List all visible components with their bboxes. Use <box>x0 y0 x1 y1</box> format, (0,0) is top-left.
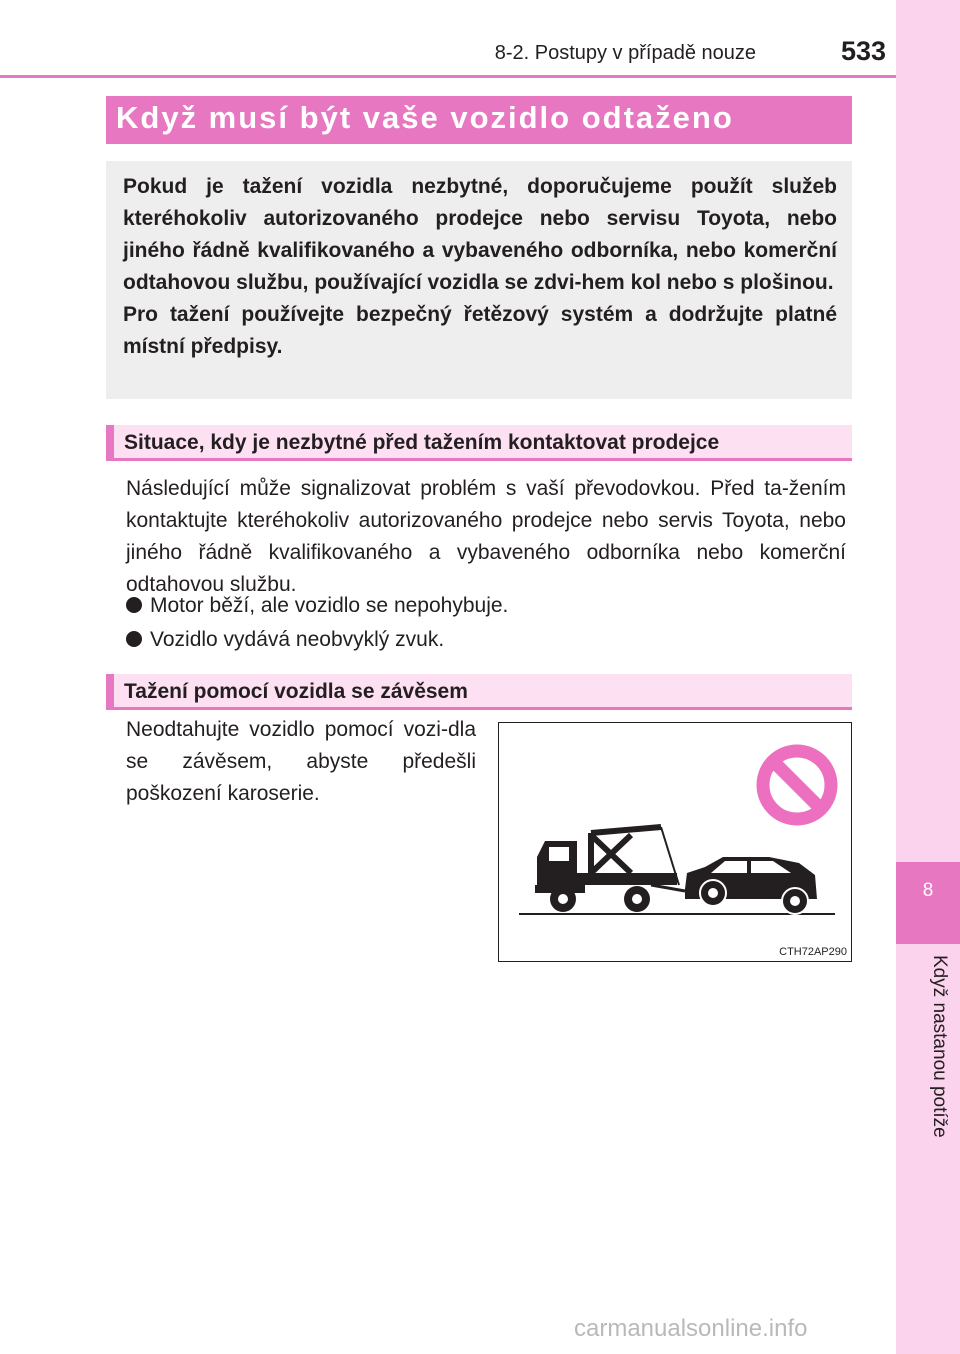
intro-paragraph-1: Pokud je tažení vozidla nezbytné, doporučujeme použít služeb kteréhokoliv autorizovaného prodejce nebo servisu Toyota, nebo jiného řádně kvalifikovaného a vybaveného odborníka, nebo komerční odtahovou službu, používající vozidla se zdvi-hem kol nebo s plošinou. <box>123 175 837 294</box>
header-divider <box>0 75 896 78</box>
section1-paragraph: Následující může signalizovat problém s vaší převodovkou. Před ta-žením kontaktujte kteréhokoliv autorizovaného prodejce nebo servis Toyota, nebo jiného řádně kvalifikovaného a vybaveného odborníka nebo komerční odtahovou službu. <box>126 477 846 596</box>
tow-truck-illustration <box>499 723 851 961</box>
intro-text <box>123 171 837 363</box>
prohibited-icon <box>763 751 831 819</box>
page-number: 533 <box>840 36 886 66</box>
section1-heading-text: Situace, kdy je nezbytné před tažením kontaktovat prodejce <box>124 431 720 454</box>
page-title: Když musí být vaše vozidlo odtaženo <box>116 100 734 135</box>
bullet-text: Motor běží, ale vozidlo se nepohybuje. <box>150 594 509 617</box>
bullet-dot-icon <box>126 597 142 613</box>
towed-car-icon <box>685 857 817 914</box>
towing-illustration <box>498 722 852 962</box>
section1-heading <box>106 425 852 461</box>
section2-heading <box>106 674 852 710</box>
bullet-dot-icon <box>126 631 142 647</box>
section2-paragraph: Neodtahujte vozidlo pomocí vozi-dla se závěsem, abyste předešli poškození karoserie. <box>126 718 476 805</box>
chapter-title: Když nastanou potíže <box>929 955 950 1138</box>
tow-truck-icon <box>535 827 685 912</box>
chapter-tab[interactable] <box>896 862 960 944</box>
bullet-item <box>126 594 508 618</box>
bullet-item <box>126 628 444 652</box>
section2-heading-text: Tažení pomocí vozidla se závěsem <box>124 680 468 703</box>
bullet-text: Vozidlo vydává neobvyklý zvuk. <box>150 628 445 651</box>
intro-paragraph-2: Pro tažení používejte bezpečný řetězový systém a dodržujte platné místní předpisy. <box>123 303 837 358</box>
chapter-number: 8 <box>922 880 934 901</box>
section-header: 8-2. Postupy v případě nouze <box>494 42 756 64</box>
watermark: carmanualsonline.info <box>574 1315 808 1342</box>
figure-code: CTH72AP290 <box>779 946 847 958</box>
